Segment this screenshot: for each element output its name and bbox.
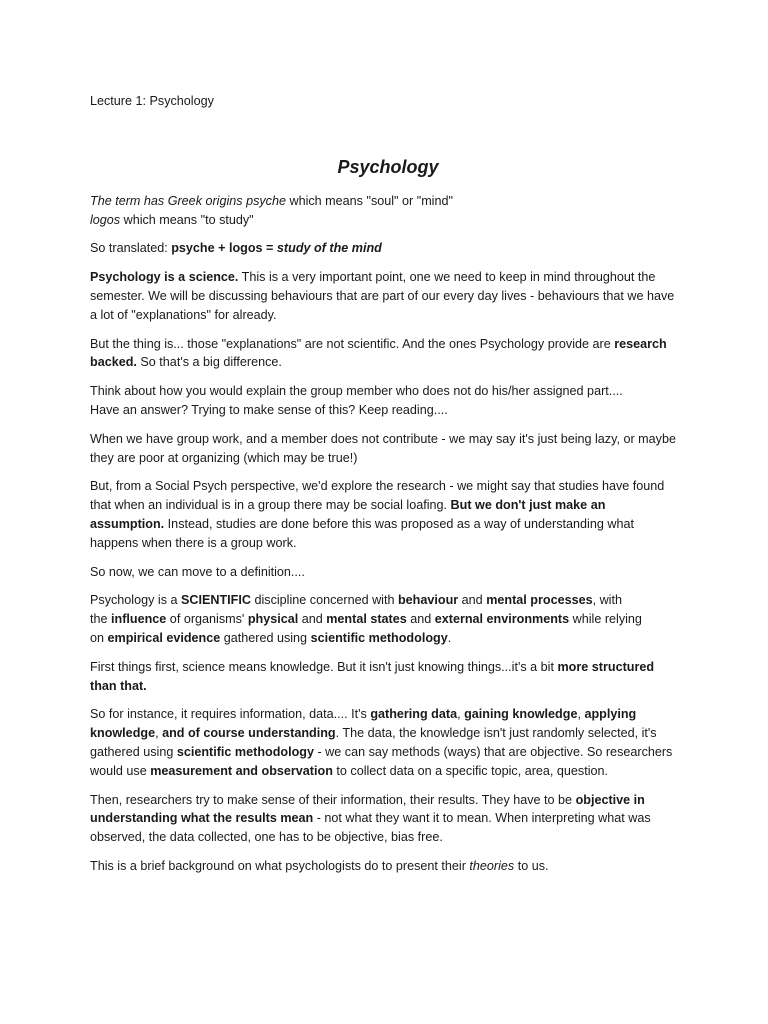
paragraph xyxy=(90,430,680,468)
text-run: Have an answer? Trying to make sense of this? Keep reading.... xyxy=(90,402,448,417)
text-run: , xyxy=(577,707,585,722)
text-run: study of the mind xyxy=(276,241,382,256)
text-run: psyche + logos = xyxy=(171,241,277,256)
text-run: behaviour xyxy=(397,593,459,608)
text-run: and xyxy=(298,612,327,627)
text-run: measurement and observation xyxy=(150,763,333,778)
text-run: research backed. xyxy=(90,336,667,370)
text-run: the xyxy=(90,612,112,627)
text-run: on xyxy=(90,630,108,645)
text-run: empirical evidence xyxy=(107,630,221,645)
paragraph xyxy=(90,335,680,373)
text-run: This is a brief background on what psychologists do to present their xyxy=(90,858,470,873)
text-run: When we have group work, and a member does not contribute - we may say it's just being lazy, or maybe they are poor at organizing (which may be true!) xyxy=(90,431,676,465)
text-run: But, from a Social Psych perspective, we'd explore the research - we might say that studies have found that when an individual is in a group there may be social loafing. xyxy=(90,479,665,513)
text-run: gathered using xyxy=(220,630,311,645)
paragraph xyxy=(90,239,680,258)
text-run: external environments xyxy=(434,612,570,627)
text-run: , with xyxy=(592,593,622,608)
text-run: to us. xyxy=(514,858,549,873)
paragraph xyxy=(90,857,680,876)
text-run: The term has Greek origins psyche xyxy=(90,193,286,208)
text-run: Think about how you would explain the group member who does not do his/her assigned part.... xyxy=(90,384,623,399)
text-run: - we can say methods (ways) that are objective. So researchers would use xyxy=(90,744,673,778)
paragraph xyxy=(90,705,680,780)
text-run: logos xyxy=(90,212,121,227)
text-run: of organisms' xyxy=(166,612,248,627)
text-run: This is a very important point, one we need to keep in mind throughout the semester. We will be discussing behaviours that are part of our every day lives - behaviours that we have a lot of "explanations" for already. xyxy=(90,270,675,322)
text-run: Psychology is a xyxy=(90,593,181,608)
text-run: and xyxy=(406,612,435,627)
text-run: mental states xyxy=(326,612,407,627)
lecture-header: Lecture 1: Psychology xyxy=(90,94,214,108)
text-run: Instead, studies are done before this was proposed as a way of understanding what happens when there is a group work. xyxy=(90,516,634,550)
text-run: scientific methodology xyxy=(310,630,448,645)
text-run: while relying xyxy=(569,612,642,627)
paragraph xyxy=(90,268,680,324)
text-run: which means "soul" or "mind" xyxy=(285,193,453,208)
paragraph xyxy=(90,563,680,582)
paragraph xyxy=(90,658,680,696)
document-body xyxy=(90,92,680,886)
text-run: , xyxy=(457,707,465,722)
text-run: theories xyxy=(469,858,515,873)
document-title: Psychology xyxy=(337,156,439,177)
text-run: influence xyxy=(111,612,167,627)
text-run: First things first, science means knowledge. But it isn't just knowing things...it's a bit xyxy=(90,659,558,674)
text-run: - not what they want it to mean. When interpreting what was observed, the data collected, one has to be objective, bias free. xyxy=(90,811,651,845)
text-run: But we don't just make an assumption. xyxy=(90,498,606,531)
text-run: Then, researchers try to make sense of their information, their results. They have to be xyxy=(90,792,576,807)
paragraph xyxy=(90,192,680,230)
text-run: So that's a big difference. xyxy=(136,355,282,370)
text-run: more structured than that. xyxy=(90,659,655,693)
text-run: which means "to study" xyxy=(120,212,254,227)
text-run: objective in understanding what the results mean xyxy=(90,792,645,826)
paragraph xyxy=(90,591,680,647)
text-run: . xyxy=(447,630,452,645)
text-run: physical xyxy=(247,612,299,627)
text-run: and xyxy=(458,593,487,608)
text-run: and of course understanding xyxy=(162,726,336,741)
text-run: discipline concerned with xyxy=(250,593,398,608)
text-run: SCIENTIFIC xyxy=(181,593,251,608)
text-run: gathering data xyxy=(370,707,458,722)
text-run: . The data, the knowledge isn't just randomly selected, it's gathered using xyxy=(90,726,657,759)
text-run: So translated: xyxy=(90,241,172,256)
text-run: Psychology is a science. xyxy=(90,270,239,285)
paragraph xyxy=(90,791,680,847)
text-run: to collect data on a specific topic, area, question. xyxy=(332,763,609,778)
paragraph-list xyxy=(90,192,680,876)
paragraph xyxy=(90,382,680,420)
text-run: So now, we can move to a definition.... xyxy=(90,564,305,579)
paragraph xyxy=(90,477,680,552)
text-run: scientific methodology xyxy=(176,744,314,759)
text-run: gaining knowledge xyxy=(464,707,578,722)
text-run: So for instance, it requires information, data.... It's xyxy=(90,707,371,722)
text-run: , xyxy=(155,726,163,741)
text-run: mental processes xyxy=(486,593,593,608)
text-run: applying knowledge xyxy=(90,707,637,741)
text-run: But the thing is... those "explanations" are not scientific. And the ones Psychology provide are xyxy=(90,336,615,351)
